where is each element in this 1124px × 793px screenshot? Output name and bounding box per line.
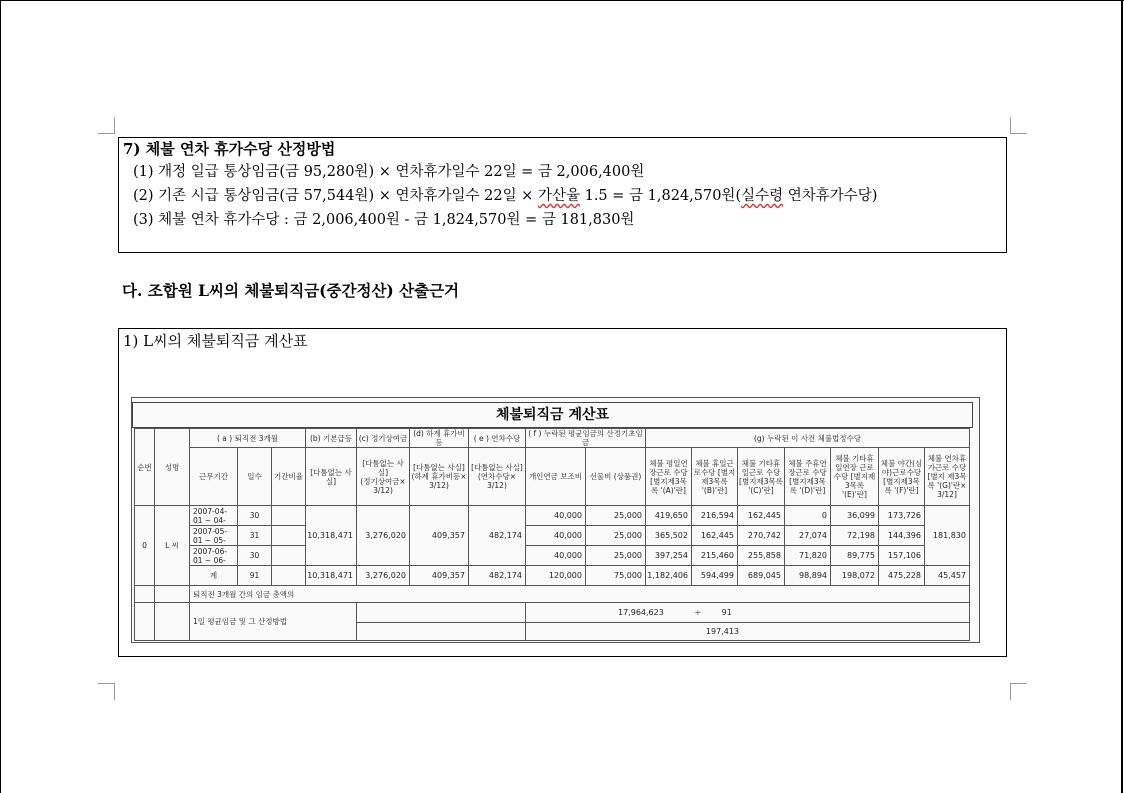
table-row-days: 30 <box>238 506 272 526</box>
total-g5: 198,072 <box>831 566 879 586</box>
table-row-g4: 0 <box>785 506 831 526</box>
table-row-period: 2007-04-01 ~ 04- <box>190 506 238 526</box>
col-b-desc-text: [다툼없는 사실] <box>310 467 352 486</box>
table-row-f2: 25,000 <box>586 506 646 526</box>
person-no: 0 <box>135 506 155 586</box>
col-c-header: (c) 정기상여금 <box>357 429 410 448</box>
col-c-desc <box>357 448 410 506</box>
section7-box <box>118 137 1007 253</box>
total-g6: 475,228 <box>879 566 925 586</box>
table-row-f1: 40,000 <box>526 546 586 566</box>
scanned-table-image <box>131 397 980 643</box>
total-d: 409,357 <box>410 566 469 586</box>
table-row-f1: 40,000 <box>526 506 586 526</box>
avg-formula <box>526 603 970 623</box>
col-e-desc <box>469 448 526 506</box>
table-row-g3: 255,858 <box>738 546 785 566</box>
page-border-top <box>0 0 1124 1</box>
section7-item-3: (3) 체불 연차 휴가수당 : 금 2,006,400원 - 금 1,824,570원 = 금 181,830원 <box>133 212 635 228</box>
item2-text-a: (2) 기존 시급 통상임금(금 57,544원) × 연차휴가일수 22일 × <box>133 188 538 204</box>
empty-cell <box>135 586 155 603</box>
table-row-g5: 89,775 <box>831 546 879 566</box>
table-row-f2: 25,000 <box>586 526 646 546</box>
table-row-g4: 27,074 <box>785 526 831 546</box>
col-d-desc <box>410 448 469 506</box>
total-g4: 98,894 <box>785 566 831 586</box>
col-g1-header: 체불 평일연장근로 수당 [별지제3목록 '(A)'란] <box>646 448 692 506</box>
group-f-header: ( f ) 누락된 평균임금의 산정기초임금 <box>526 429 646 448</box>
section7-item-1: (1) 개정 일급 통상임금(금 95,280원) × 연차휴가일수 22일 = 금 2,006,400원 <box>133 164 645 180</box>
col-f1-header: 개인연금 보조비 <box>526 448 586 506</box>
table-title: 체불퇴직금 계산표 <box>132 402 973 428</box>
col-c-desc-text: [다툼없는 사실] <box>362 458 404 477</box>
empty-cell <box>155 603 190 641</box>
merged-e: 482,174 <box>469 506 526 566</box>
table-row-period: 2007-05-01 ~ 05- <box>190 526 238 546</box>
col-c-formula: (정기상여금× 3/12) <box>360 476 406 495</box>
col-d-desc-text: [다툼없는 사실] <box>413 463 465 472</box>
empty-cell <box>135 603 155 641</box>
section7-title: 7) 체불 연차 휴가수당 산정방법 <box>123 140 336 158</box>
avg-result: 197,413 <box>526 623 970 641</box>
avg-operator: ÷ <box>694 608 702 617</box>
table-row-rate <box>272 546 306 566</box>
item2-text-b: 1.5 = 금 1,824,570원( <box>579 188 742 204</box>
col-d-header: (d) 하계 휴가비등 <box>410 429 469 448</box>
table-row-days: 31 <box>238 526 272 546</box>
table-row-g3: 270,742 <box>738 526 785 546</box>
empty-cell <box>155 586 190 603</box>
total-e: 482,174 <box>469 566 526 586</box>
avg-numerator: 17,964,623 <box>618 608 664 617</box>
empty-cell <box>357 603 526 623</box>
merged-b: 10,318,471 <box>306 506 357 566</box>
col-g5-header: 체불 기타휴일연장 근로수당 [별지제3목록 '(E)'란] <box>831 448 879 506</box>
col-f2-header: 선물비 (상품권) <box>586 448 646 506</box>
empty-cell <box>357 623 526 641</box>
merged-c: 3,276,020 <box>357 506 410 566</box>
total-g7: 45,457 <box>925 566 970 586</box>
col-days-header: 일수 <box>238 448 272 506</box>
col-g3-header: 체불 기타휴일근로 수당 [별지제3목록 '(C)'란] <box>738 448 785 506</box>
table-row-rate <box>272 526 306 546</box>
total-g3: 689,045 <box>738 566 785 586</box>
total-f1: 120,000 <box>526 566 586 586</box>
table-row-f1: 40,000 <box>526 526 586 546</box>
total-f2: 75,000 <box>586 566 646 586</box>
avg-denominator: 91 <box>721 608 732 617</box>
table-row-g2: 162,445 <box>692 526 738 546</box>
table-row-g1: 397,254 <box>646 546 692 566</box>
merged-d: 409,357 <box>410 506 469 566</box>
table-row-g6: 144,396 <box>879 526 925 546</box>
col-e-formula: (연차수당× 3/12) <box>477 472 517 490</box>
page-border-left <box>0 0 1 793</box>
group-a-header: ( a ) 퇴직전 3개월 <box>190 429 306 448</box>
sum-label: 퇴직전 3개월 간의 임금 총액의 <box>190 586 970 603</box>
table-row-g1: 419,650 <box>646 506 692 526</box>
table-row-f2: 25,000 <box>586 546 646 566</box>
table-row-g5: 36,099 <box>831 506 879 526</box>
total-g2: 594,499 <box>692 566 738 586</box>
total-rate <box>272 566 306 586</box>
col-g4-header: 체불 주휴연장근로 수당 [별지제3목록 '(D)'란] <box>785 448 831 506</box>
total-g1: 1,182,406 <box>646 566 692 586</box>
table-row-g2: 216,594 <box>692 506 738 526</box>
col-g6-header: 체불 야간(심야)근로수당 [별지제3목록 '(F)'란] <box>879 448 925 506</box>
table-row-g6: 157,106 <box>879 546 925 566</box>
crop-mark <box>98 683 115 700</box>
table-row-g5: 72,198 <box>831 526 879 546</box>
table-row-period: 2007-06-01 ~ 06- <box>190 546 238 566</box>
table-row-g3: 162,445 <box>738 506 785 526</box>
col-name-header: 성명 <box>155 429 190 506</box>
calc-box-title: 1) L씨의 체불퇴직금 계산표 <box>123 332 308 350</box>
table-row-g4: 71,820 <box>785 546 831 566</box>
table-row-g2: 215,460 <box>692 546 738 566</box>
group-g-header: (g) 누락된 이 사건 체불법정수당 <box>646 429 970 448</box>
table-row-rate <box>272 506 306 526</box>
avg-label: 1일 평균임금 및 그 산정방법 <box>190 603 357 641</box>
col-g7-header: 체불 연차휴가근로 수당 [별지 제3목록 '(G)'란× 3/12] <box>925 448 970 506</box>
table-row-days: 30 <box>238 546 272 566</box>
col-no-header: 순번 <box>135 429 155 506</box>
crop-mark <box>1010 117 1027 134</box>
person-name: L 씨 <box>155 506 190 586</box>
spell-check-word: 실수령 <box>741 188 784 204</box>
spell-check-word: 가산율 <box>537 188 580 204</box>
total-label: 계 <box>190 566 238 586</box>
col-d-formula: (하계 휴가비등× 3/12) <box>411 472 467 490</box>
total-days: 91 <box>238 566 272 586</box>
total-c: 3,276,020 <box>357 566 410 586</box>
merged-g7: 181,830 <box>925 506 970 566</box>
crop-mark <box>1010 683 1027 700</box>
table-row-g6: 173,726 <box>879 506 925 526</box>
col-period-header: 근무기간 <box>190 448 238 506</box>
col-b-desc <box>306 448 357 506</box>
col-e-desc-text: [다툼없는 사실] <box>471 463 523 472</box>
item2-text-c: 연차휴가수당) <box>783 188 878 204</box>
crop-mark <box>98 117 115 134</box>
page-border-right <box>1121 0 1123 793</box>
total-b: 10,318,471 <box>306 566 357 586</box>
section-heading: 다. 조합원 L씨의 체불퇴직금(중간정산) 산출근거 <box>122 281 460 300</box>
col-b-header: (b) 기본급등 <box>306 429 357 448</box>
table-row-g1: 365,502 <box>646 526 692 546</box>
col-e-header: ( e ) 연차수당 <box>469 429 526 448</box>
severance-table <box>134 428 970 641</box>
col-rate-header: 기간비율 <box>272 448 306 506</box>
col-g2-header: 체불 휴일근로수당 [별지제3목록 '(B)'란] <box>692 448 738 506</box>
section7-item-2 <box>123 184 1006 208</box>
